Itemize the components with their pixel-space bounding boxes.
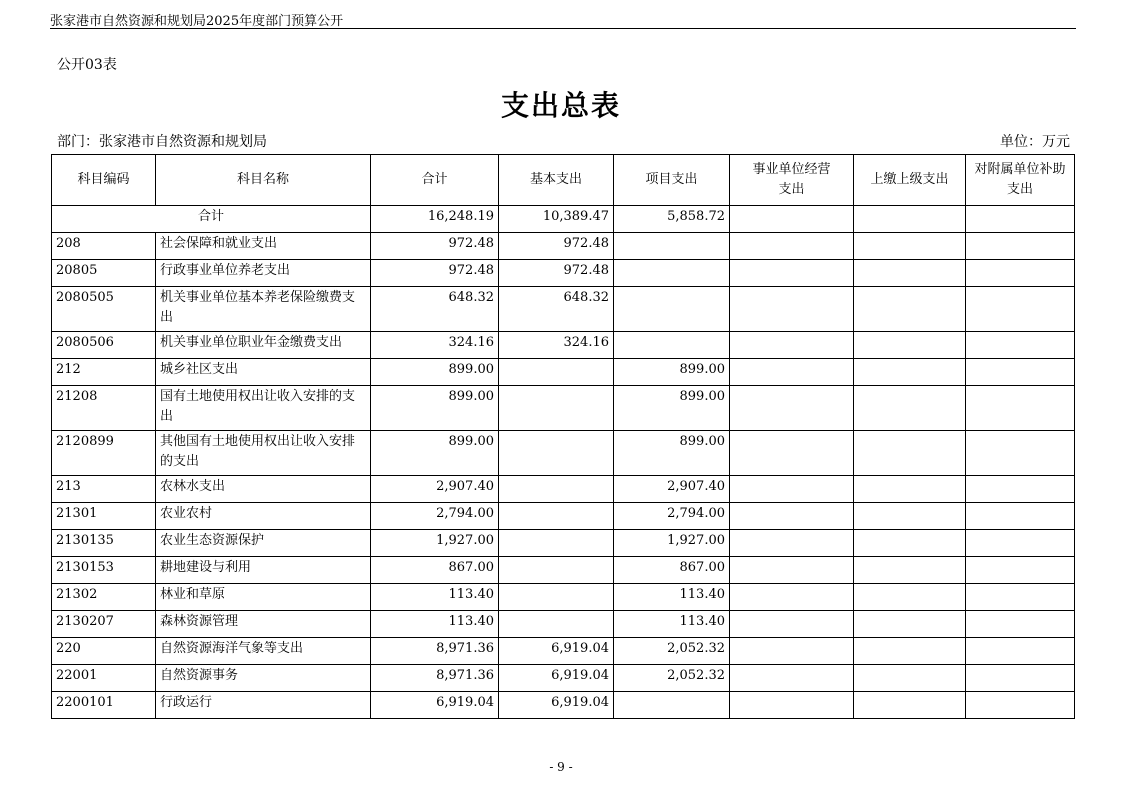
total-superior	[854, 206, 966, 233]
col-header-code: 科目编码	[52, 155, 156, 206]
total-label: 合计	[52, 206, 371, 233]
row-code: 208	[52, 233, 156, 260]
row-superior	[854, 638, 966, 665]
row-total: 324.16	[371, 332, 499, 359]
row-basic	[499, 359, 614, 386]
department-label: 部门：张家港市自然资源和规划局	[57, 134, 267, 150]
total-total: 16,248.19	[371, 206, 499, 233]
row-basic	[499, 431, 614, 476]
table-row	[52, 332, 1075, 359]
row-total: 6,919.04	[371, 692, 499, 719]
row-name: 自然资源事务	[156, 665, 371, 692]
table-header-row	[52, 155, 1075, 206]
row-project	[614, 260, 730, 287]
row-business	[730, 692, 854, 719]
row-subsidy	[966, 287, 1075, 332]
total-subsidy	[966, 206, 1075, 233]
row-subsidy	[966, 557, 1075, 584]
row-name: 城乡社区支出	[156, 359, 371, 386]
table-row	[52, 503, 1075, 530]
row-project	[614, 287, 730, 332]
row-business	[730, 233, 854, 260]
row-superior	[854, 665, 966, 692]
row-code: 21302	[52, 584, 156, 611]
row-code: 2080505	[52, 287, 156, 332]
row-name: 行政运行	[156, 692, 371, 719]
row-business	[730, 584, 854, 611]
row-project: 899.00	[614, 359, 730, 386]
row-basic	[499, 557, 614, 584]
expenditure-table	[51, 154, 1075, 719]
row-code: 2130153	[52, 557, 156, 584]
row-business	[730, 557, 854, 584]
row-project	[614, 332, 730, 359]
row-total: 8,971.36	[371, 665, 499, 692]
row-subsidy	[966, 476, 1075, 503]
row-code: 21301	[52, 503, 156, 530]
row-total: 972.48	[371, 233, 499, 260]
row-business	[730, 287, 854, 332]
row-basic: 972.48	[499, 233, 614, 260]
total-basic: 10,389.47	[499, 206, 614, 233]
row-superior	[854, 584, 966, 611]
row-superior	[854, 503, 966, 530]
row-total: 2,907.40	[371, 476, 499, 503]
row-superior	[854, 386, 966, 431]
table-row	[52, 359, 1075, 386]
row-subsidy	[966, 530, 1075, 557]
row-superior	[854, 476, 966, 503]
col-header-total: 合计	[371, 155, 499, 206]
table-row	[52, 386, 1075, 431]
table-row	[52, 665, 1075, 692]
row-project	[614, 692, 730, 719]
row-business	[730, 332, 854, 359]
row-code: 2200101	[52, 692, 156, 719]
col-header-subsidy: 对附属单位补助支出	[966, 155, 1075, 206]
header-rule	[50, 28, 1076, 29]
row-basic	[499, 476, 614, 503]
row-superior	[854, 233, 966, 260]
row-business	[730, 611, 854, 638]
row-superior	[854, 359, 966, 386]
row-total: 8,971.36	[371, 638, 499, 665]
table-row	[52, 530, 1075, 557]
row-name: 机关事业单位基本养老保险缴费支出	[156, 287, 371, 332]
row-basic: 6,919.04	[499, 692, 614, 719]
row-total: 899.00	[371, 386, 499, 431]
row-total: 1,927.00	[371, 530, 499, 557]
row-subsidy	[966, 386, 1075, 431]
row-business	[730, 260, 854, 287]
row-superior	[854, 692, 966, 719]
row-superior	[854, 287, 966, 332]
table-row	[52, 233, 1075, 260]
table-row	[52, 611, 1075, 638]
row-project: 899.00	[614, 431, 730, 476]
table-code: 公开03表	[57, 57, 117, 73]
row-project: 2,907.40	[614, 476, 730, 503]
row-total: 648.32	[371, 287, 499, 332]
row-name: 国有土地使用权出让收入安排的支出	[156, 386, 371, 431]
row-code: 212	[52, 359, 156, 386]
row-name: 自然资源海洋气象等支出	[156, 638, 371, 665]
total-project: 5,858.72	[614, 206, 730, 233]
row-basic	[499, 584, 614, 611]
row-subsidy	[966, 611, 1075, 638]
row-name: 农林水支出	[156, 476, 371, 503]
row-code: 2130207	[52, 611, 156, 638]
total-business	[730, 206, 854, 233]
page-number: - 9 -	[549, 760, 573, 774]
row-code: 22001	[52, 665, 156, 692]
row-basic	[499, 530, 614, 557]
table-row	[52, 260, 1075, 287]
row-name: 耕地建设与利用	[156, 557, 371, 584]
table-row	[52, 557, 1075, 584]
row-code: 20805	[52, 260, 156, 287]
row-subsidy	[966, 692, 1075, 719]
table-row	[52, 638, 1075, 665]
row-business	[730, 386, 854, 431]
row-name: 森林资源管理	[156, 611, 371, 638]
table-row	[52, 287, 1075, 332]
row-project: 2,794.00	[614, 503, 730, 530]
row-superior	[854, 611, 966, 638]
row-subsidy	[966, 359, 1075, 386]
row-project	[614, 233, 730, 260]
row-project: 2,052.32	[614, 638, 730, 665]
row-code: 213	[52, 476, 156, 503]
row-business	[730, 359, 854, 386]
row-code: 2080506	[52, 332, 156, 359]
row-project: 113.40	[614, 584, 730, 611]
row-superior	[854, 557, 966, 584]
row-basic: 972.48	[499, 260, 614, 287]
row-project: 867.00	[614, 557, 730, 584]
row-subsidy	[966, 503, 1075, 530]
row-total: 113.40	[371, 611, 499, 638]
row-basic	[499, 386, 614, 431]
row-project: 2,052.32	[614, 665, 730, 692]
row-superior	[854, 260, 966, 287]
row-name: 机关事业单位职业年金缴费支出	[156, 332, 371, 359]
row-subsidy	[966, 584, 1075, 611]
row-business	[730, 530, 854, 557]
row-basic: 648.32	[499, 287, 614, 332]
row-name: 林业和草原	[156, 584, 371, 611]
row-subsidy	[966, 665, 1075, 692]
row-subsidy	[966, 638, 1075, 665]
row-code: 21208	[52, 386, 156, 431]
table-row	[52, 476, 1075, 503]
table-row	[52, 692, 1075, 719]
row-business	[730, 431, 854, 476]
col-header-project: 项目支出	[614, 155, 730, 206]
row-total: 113.40	[371, 584, 499, 611]
row-name: 农业农村	[156, 503, 371, 530]
row-basic: 6,919.04	[499, 638, 614, 665]
row-business	[730, 665, 854, 692]
row-total: 867.00	[371, 557, 499, 584]
running-header: 张家港市自然资源和规划局2025年度部门预算公开	[50, 14, 344, 29]
row-name: 其他国有土地使用权出让收入安排的支出	[156, 431, 371, 476]
row-code: 2120899	[52, 431, 156, 476]
row-basic: 6,919.04	[499, 665, 614, 692]
row-name: 行政事业单位养老支出	[156, 260, 371, 287]
row-code: 220	[52, 638, 156, 665]
row-subsidy	[966, 260, 1075, 287]
row-name: 农业生态资源保护	[156, 530, 371, 557]
row-basic: 324.16	[499, 332, 614, 359]
row-name: 社会保障和就业支出	[156, 233, 371, 260]
row-superior	[854, 530, 966, 557]
page-title: 支出总表	[500, 89, 621, 122]
row-business	[730, 638, 854, 665]
total-row	[52, 206, 1075, 233]
row-project: 113.40	[614, 611, 730, 638]
row-basic	[499, 611, 614, 638]
row-subsidy	[966, 332, 1075, 359]
row-total: 2,794.00	[371, 503, 499, 530]
table-row	[52, 431, 1075, 476]
row-business	[730, 476, 854, 503]
row-code: 2130135	[52, 530, 156, 557]
table-row	[52, 584, 1075, 611]
row-total: 899.00	[371, 431, 499, 476]
row-total: 972.48	[371, 260, 499, 287]
col-header-name: 科目名称	[156, 155, 371, 206]
row-total: 899.00	[371, 359, 499, 386]
col-header-business: 事业单位经营支出	[730, 155, 854, 206]
row-project: 899.00	[614, 386, 730, 431]
col-header-basic: 基本支出	[499, 155, 614, 206]
row-subsidy	[966, 431, 1075, 476]
col-header-superior: 上缴上级支出	[854, 155, 966, 206]
row-business	[730, 503, 854, 530]
unit-label: 单位：万元	[1000, 134, 1070, 150]
row-project: 1,927.00	[614, 530, 730, 557]
row-superior	[854, 431, 966, 476]
row-basic	[499, 503, 614, 530]
row-superior	[854, 332, 966, 359]
row-subsidy	[966, 233, 1075, 260]
